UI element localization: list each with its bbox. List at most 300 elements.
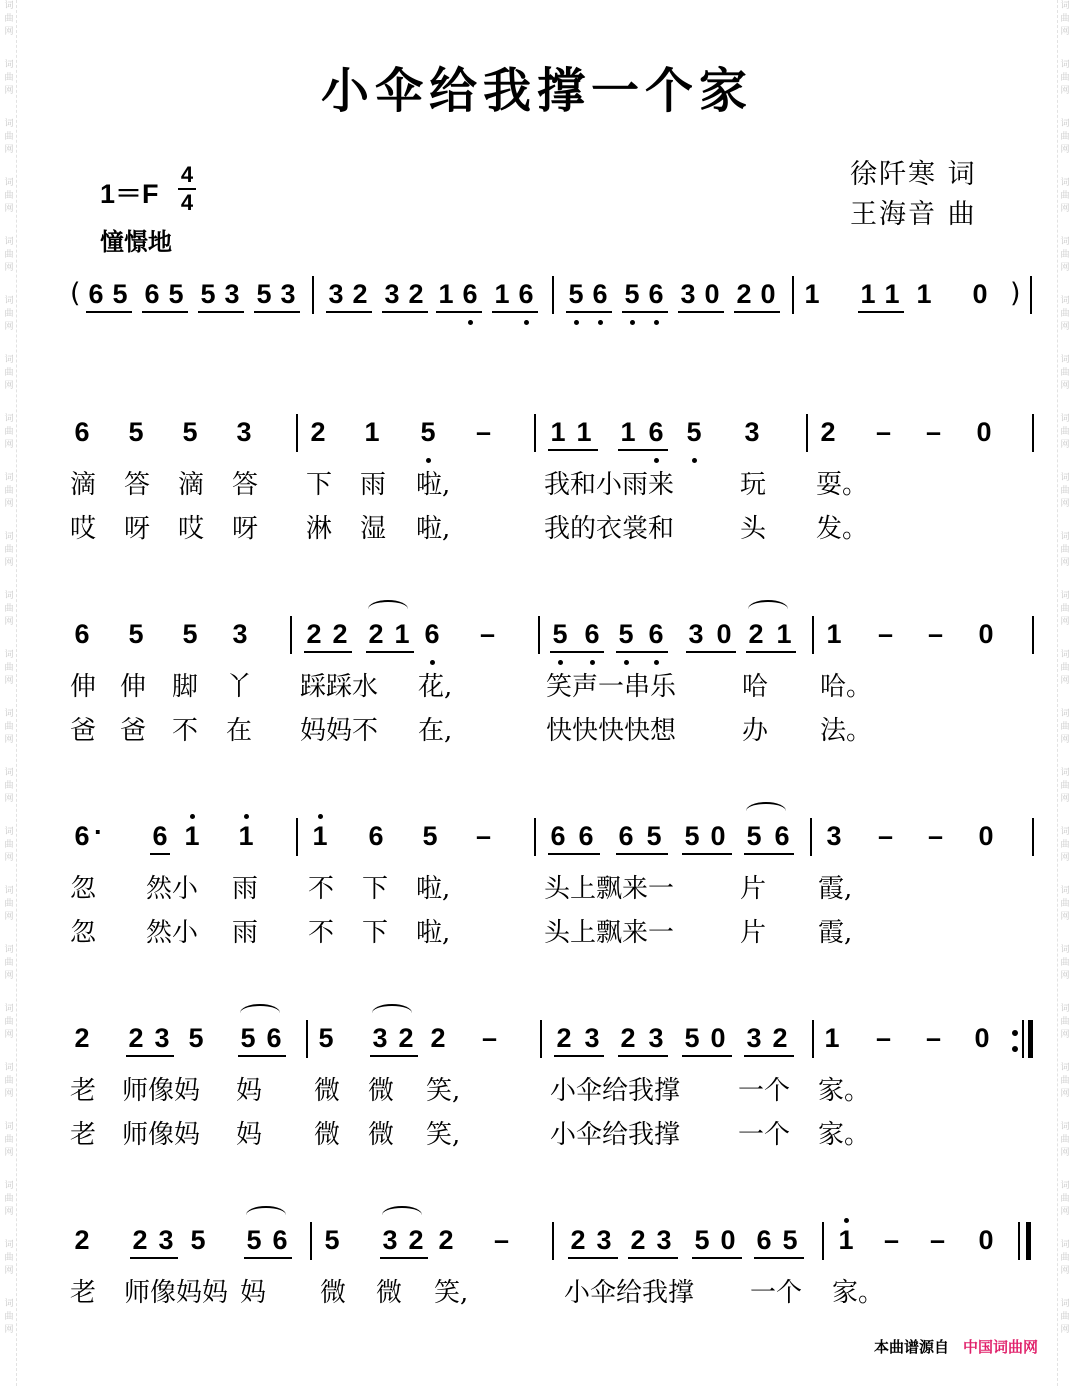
watermark-text: 词曲网 (1060, 1004, 1070, 1040)
lyric: 雨 (232, 918, 259, 948)
lyric: 丫 (226, 672, 253, 702)
lyric: 笑声一串乐 (546, 672, 677, 702)
note: 0 (972, 279, 988, 309)
note: 6 (424, 619, 440, 649)
lyric: 呀 (124, 514, 151, 544)
slur (246, 1206, 286, 1224)
note: 3 (648, 1023, 664, 1053)
note: 3 (744, 417, 760, 447)
lyric: 一个 (738, 1120, 791, 1150)
lyric: 我和小雨来 (544, 470, 675, 500)
slur (746, 802, 786, 820)
meter-numerator: 4 (180, 162, 194, 187)
barline (552, 276, 554, 314)
note: 6 (648, 619, 664, 649)
note: 3 (656, 1225, 672, 1255)
lyric: 小伞给我撑 (550, 1076, 681, 1106)
note: 6 (774, 821, 790, 851)
lyric: 片 (740, 874, 767, 904)
low-octave-dot (624, 660, 629, 665)
beam (366, 651, 414, 653)
watermark-text: 词曲网 (4, 296, 14, 332)
barline (792, 276, 794, 314)
lyric: 老 (70, 1076, 97, 1106)
note: 6 (592, 279, 608, 309)
low-octave-dot (692, 458, 697, 463)
lyric: 霞, (818, 874, 853, 904)
note: 6 (74, 417, 90, 447)
sustain-dash: – (926, 417, 942, 447)
barline (1032, 616, 1034, 654)
sustain-dash: – (926, 1023, 942, 1053)
note: 3 (584, 1023, 600, 1053)
lyric: 头 (740, 514, 767, 544)
low-octave-dot (468, 320, 473, 325)
beam (734, 311, 780, 313)
barline (534, 414, 536, 452)
note: 5 (168, 279, 184, 309)
note: 1 (238, 821, 254, 851)
note: 5 (568, 279, 584, 309)
slur (382, 1206, 422, 1224)
lyric: 微 (314, 1120, 341, 1150)
watermark-text: 词曲网 (1060, 1240, 1070, 1276)
lyric: 师像妈 (122, 1120, 201, 1150)
watermark-text: 词曲网 (1060, 650, 1070, 686)
watermark-text: 词曲网 (4, 178, 14, 214)
barline (306, 1020, 308, 1058)
barline (540, 1020, 542, 1058)
note: 2 (556, 1023, 572, 1053)
note: 5 (182, 619, 198, 649)
lyric: 哎 (70, 514, 97, 544)
beam (618, 1055, 668, 1057)
barline (552, 1222, 554, 1260)
watermark-text: 词曲网 (1060, 355, 1070, 391)
source-brand-link[interactable]: 中国词曲网 (962, 1338, 1038, 1356)
note: 2 (368, 619, 384, 649)
note: 1 (364, 417, 380, 447)
note: 6 (550, 821, 566, 851)
low-octave-dot (590, 660, 595, 665)
lyric: 微 (368, 1120, 395, 1150)
sustain-dash: – (476, 821, 492, 851)
note: 0 (710, 821, 726, 851)
watermark-text: 词曲网 (1060, 886, 1070, 922)
note: 6 (74, 619, 90, 649)
lyric: 爸 (70, 716, 97, 746)
lyric: 呀 (232, 514, 259, 544)
note: 5 (618, 619, 634, 649)
repeat-dot (1012, 1046, 1018, 1052)
watermark-text: 词曲网 (4, 886, 14, 922)
lyric: 笑, (426, 1120, 461, 1150)
beam (436, 311, 482, 313)
watermark-text: 词曲网 (4, 650, 14, 686)
watermark-text: 词曲网 (4, 768, 14, 804)
beam (686, 651, 736, 653)
lyric: 微 (368, 1076, 395, 1106)
left-watermark-strip (2, 0, 17, 1386)
lyric: 哈。 (820, 672, 873, 702)
lyric: 在, (418, 716, 453, 746)
high-octave-dot (318, 814, 323, 819)
lyric: 不 (308, 874, 335, 904)
slur (372, 1004, 412, 1022)
note: 2 (630, 1225, 646, 1255)
melody-row-3 (0, 816, 1074, 856)
repeat-barline-thin (1022, 1020, 1024, 1058)
beam (858, 311, 904, 313)
barline (1032, 414, 1034, 452)
sustain-dash: – (878, 619, 894, 649)
watermark-text: 词曲网 (1060, 827, 1070, 863)
high-octave-dot (244, 814, 249, 819)
note: 5 (112, 279, 128, 309)
note: 3 (154, 1023, 170, 1053)
note: 5 (552, 619, 568, 649)
note: 2 (310, 417, 326, 447)
lyric: 伸 (70, 672, 97, 702)
note: 6 (648, 417, 664, 447)
lyric: 哎 (178, 514, 205, 544)
beam (126, 1055, 174, 1057)
beam (622, 311, 668, 313)
note: 5 (182, 417, 198, 447)
watermark-text: 词曲网 (4, 532, 14, 568)
lyric: 伸 (120, 672, 147, 702)
note: 1 (438, 279, 454, 309)
note: 0 (978, 821, 994, 851)
beam (492, 311, 538, 313)
barline (296, 818, 298, 856)
lyric: 然小 (146, 874, 199, 904)
lyric: 忽 (70, 874, 97, 904)
watermark-text: 词曲网 (4, 591, 14, 627)
lyric: 一个 (738, 1076, 791, 1106)
beam (150, 853, 170, 855)
note: 6 (152, 821, 168, 851)
right-watermark-strip (1057, 0, 1072, 1386)
watermark-text: 词曲网 (4, 1240, 14, 1276)
slur (240, 1004, 280, 1022)
sustain-dash: – (476, 417, 492, 447)
low-octave-dot (654, 660, 659, 665)
watermark-text: 词曲网 (4, 60, 14, 96)
intro-line (0, 274, 1074, 314)
lyric: 啦, (416, 918, 451, 948)
barline (312, 276, 314, 314)
lyric: 家。 (818, 1076, 871, 1106)
lyric: 头上飘来一 (544, 918, 675, 948)
note: 1 (184, 821, 200, 851)
beam (566, 311, 612, 313)
note: 0 (976, 417, 992, 447)
beam (678, 311, 724, 313)
note: 6 (578, 821, 594, 851)
watermark-text: 词曲网 (1060, 768, 1070, 804)
note: 1 (860, 279, 876, 309)
lyric: 下 (306, 470, 333, 500)
lyric: 下 (362, 918, 389, 948)
lyric: 滴 (70, 470, 97, 500)
lyric: 妈 (236, 1120, 263, 1150)
beam (382, 311, 428, 313)
note: 6 (272, 1225, 288, 1255)
watermark-text: 词曲网 (1060, 945, 1070, 981)
note: 5 (190, 1225, 206, 1255)
meter-denominator: 4 (180, 190, 194, 215)
note: 1 (838, 1225, 854, 1255)
note: 1 (884, 279, 900, 309)
lyric: 我的衣裳和 (544, 514, 675, 544)
watermark-text: 词曲网 (4, 119, 14, 155)
beam (238, 1055, 286, 1057)
lyric: 耍。 (816, 470, 869, 500)
slur (368, 600, 408, 618)
low-octave-dot (426, 458, 431, 463)
melody-row-4 (0, 1018, 1074, 1058)
low-octave-dot (630, 320, 635, 325)
low-octave-dot (654, 458, 659, 463)
note: 0 (978, 1225, 994, 1255)
note: 2 (748, 619, 764, 649)
note: 3 (384, 279, 400, 309)
sustain-dash: – (928, 619, 944, 649)
lyric: 不 (308, 918, 335, 948)
note: 5 (324, 1225, 340, 1255)
beam (326, 311, 372, 313)
lyric: 忽 (70, 918, 97, 948)
repeat-dot (1012, 1030, 1018, 1036)
note: 6 (462, 279, 478, 309)
low-octave-dot (598, 320, 603, 325)
note: 5 (318, 1023, 334, 1053)
lyric: 笑, (434, 1278, 469, 1308)
note: 5 (686, 417, 702, 447)
note: 3 (680, 279, 696, 309)
note: 2 (74, 1225, 90, 1255)
lyric: 妈 (236, 1076, 263, 1106)
lyric: 啦, (416, 514, 451, 544)
beam (682, 853, 732, 855)
watermark-text: 词曲网 (4, 237, 14, 273)
note: 1 (494, 279, 510, 309)
source-footer (874, 1336, 1038, 1357)
note: 2 (352, 279, 368, 309)
beam (568, 1257, 618, 1259)
lyric: 玩 (740, 470, 767, 500)
lyric: 霞, (818, 918, 853, 948)
beam (380, 1257, 428, 1259)
note: 5 (422, 821, 438, 851)
note: 0 (978, 619, 994, 649)
repeat-barline-thick (1028, 1020, 1033, 1058)
watermark-text: 词曲网 (4, 1063, 14, 1099)
low-octave-dot (524, 320, 529, 325)
note: 6 (756, 1225, 772, 1255)
barline (534, 818, 536, 856)
lyric: 下 (362, 874, 389, 904)
beam (692, 1257, 742, 1259)
barline (538, 616, 540, 654)
note: 2 (620, 1023, 636, 1053)
note: 6 (88, 279, 104, 309)
melody-row-2 (0, 614, 1074, 654)
note: 1 (826, 619, 842, 649)
key-signature: 1＝F (100, 179, 159, 209)
lyric: 办 (742, 716, 769, 746)
lyric: 师像妈 (122, 1076, 201, 1106)
note: 3 (746, 1023, 762, 1053)
beam (682, 1055, 732, 1057)
note: 2 (332, 619, 348, 649)
lyric: 爸 (120, 716, 147, 746)
watermark-text: 词曲网 (4, 1299, 14, 1335)
low-octave-dot (654, 320, 659, 325)
barline (810, 818, 812, 856)
watermark-text: 词曲网 (1060, 1299, 1070, 1335)
note: 1 (312, 821, 328, 851)
note: 3 (232, 619, 248, 649)
note: 1 (576, 417, 592, 447)
beam (198, 311, 244, 313)
low-octave-dot (574, 320, 579, 325)
lyric: 雨 (360, 470, 387, 500)
note: 3 (280, 279, 296, 309)
watermark-text: 词曲网 (1060, 296, 1070, 332)
beam (244, 1257, 292, 1259)
lyric: 小伞给我撑 (564, 1278, 695, 1308)
melody-row-1 (0, 412, 1074, 452)
beam (754, 1257, 804, 1259)
watermark-text: 词曲网 (1060, 473, 1070, 509)
lyric: 微 (314, 1076, 341, 1106)
barline (310, 1222, 312, 1260)
beam (142, 311, 188, 313)
lyric: 笑, (426, 1076, 461, 1106)
lyric: 在 (226, 716, 253, 746)
note: 1 (620, 417, 636, 447)
beam (130, 1257, 178, 1259)
source-prefix: 本曲谱源自 (873, 1338, 949, 1356)
note: 5 (128, 417, 144, 447)
watermark-text: 词曲网 (1060, 1063, 1070, 1099)
note: 3 (826, 821, 842, 851)
final-barline-thin (1018, 1222, 1020, 1260)
barline (290, 616, 292, 654)
lyric: 答 (124, 470, 151, 500)
time-signature (176, 162, 198, 216)
note: 2 (306, 619, 322, 649)
note: 0 (974, 1023, 990, 1053)
beam (370, 1055, 418, 1057)
note: 0 (704, 279, 720, 309)
watermark-text: 词曲网 (4, 1181, 14, 1217)
note: 3 (224, 279, 240, 309)
low-octave-dot (558, 660, 563, 665)
sustain-dash: – (494, 1225, 510, 1255)
sustain-dash: – (884, 1225, 900, 1255)
note: 1 (550, 417, 566, 447)
beam (618, 449, 668, 451)
lyric: 滴 (178, 470, 205, 500)
watermark-text: 词曲网 (1060, 237, 1070, 273)
lyric: 小伞给我撑 (550, 1120, 681, 1150)
lyric: 湿 (360, 514, 387, 544)
watermark-text: 词曲网 (4, 1, 14, 37)
note: 0 (760, 279, 776, 309)
beam (616, 651, 668, 653)
watermark-text: 词曲网 (1060, 709, 1070, 745)
lyric: 一个 (750, 1278, 803, 1308)
lyric: 啦, (416, 470, 451, 500)
note: 5 (240, 1023, 256, 1053)
note: 5 (188, 1023, 204, 1053)
sustain-dash: – (876, 417, 892, 447)
beam (548, 853, 600, 855)
low-octave-dot (430, 660, 435, 665)
watermark-text: 词曲网 (1060, 119, 1070, 155)
slur (748, 600, 788, 618)
note: 2 (408, 279, 424, 309)
lyric: 家。 (818, 1120, 871, 1150)
lyric: 妈 (240, 1278, 267, 1308)
lyric: 家。 (832, 1278, 885, 1308)
note: 3 (372, 1023, 388, 1053)
augmentation-dot: · (94, 817, 103, 847)
note: 6 (648, 279, 664, 309)
lyric: 老 (70, 1120, 97, 1150)
watermark-text: 词曲网 (4, 355, 14, 391)
note: 1 (916, 279, 932, 309)
note: 5 (420, 417, 436, 447)
sustain-dash: – (928, 821, 944, 851)
note: 6 (368, 821, 384, 851)
lyric: 法。 (820, 716, 873, 746)
note: 6 (618, 821, 634, 851)
final-barline-thick (1026, 1222, 1031, 1260)
sustain-dash: – (482, 1023, 498, 1053)
lyric: 脚 (172, 672, 199, 702)
note: 5 (256, 279, 272, 309)
watermark-text: 词曲网 (4, 945, 14, 981)
note: 2 (408, 1225, 424, 1255)
lyric: 花, (418, 672, 453, 702)
lyricist-credit: 徐阡寒 词 (850, 159, 977, 190)
watermark-text: 词曲网 (4, 827, 14, 863)
tempo-marking: 憧憬地 (100, 228, 172, 256)
note: 0 (716, 619, 732, 649)
note: 2 (398, 1023, 414, 1053)
note: 1 (394, 619, 410, 649)
melody-row-5 (0, 1220, 1074, 1260)
note: 5 (694, 1225, 710, 1255)
note: 0 (710, 1023, 726, 1053)
note: 5 (782, 1225, 798, 1255)
watermark-text: 词曲网 (4, 1122, 14, 1158)
note: 5 (128, 619, 144, 649)
lyric: 踩踩水 (300, 672, 379, 702)
barline (812, 1020, 814, 1058)
beam (628, 1257, 678, 1259)
watermark-text: 词曲网 (1060, 414, 1070, 450)
note: 2 (132, 1225, 148, 1255)
barline (1032, 818, 1034, 856)
note: 6 (144, 279, 160, 309)
beam (616, 853, 668, 855)
page-title: 小伞给我撑一个家 (320, 63, 753, 119)
